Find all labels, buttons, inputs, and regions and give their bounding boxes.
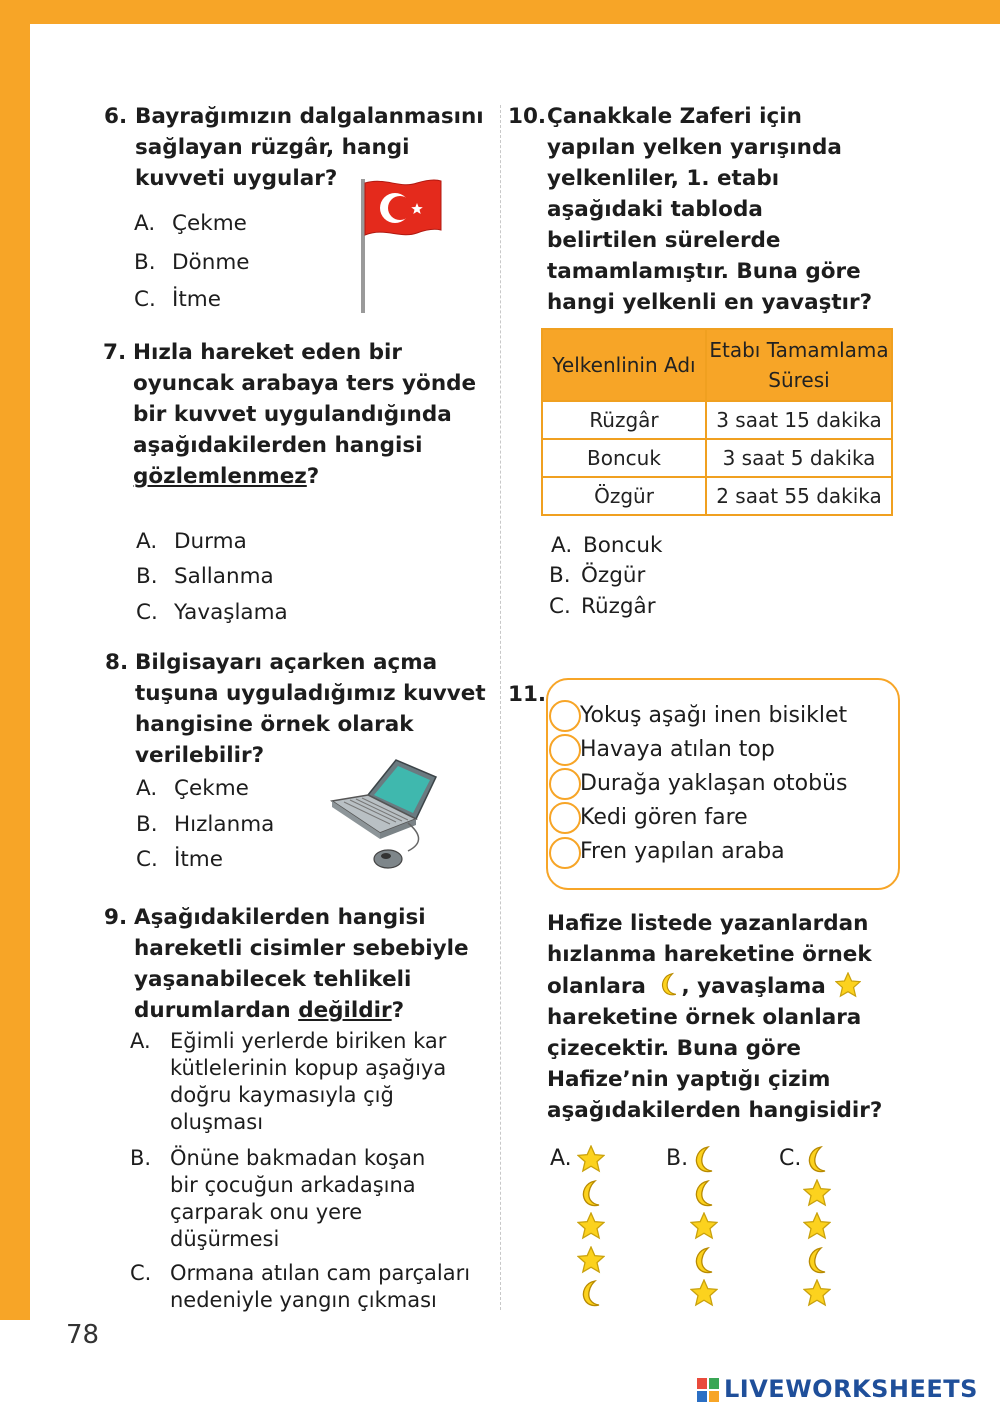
star-icon: [690, 1212, 718, 1240]
q6-option-a[interactable]: A. Çekme: [134, 211, 247, 236]
q7-option-b[interactable]: B. Sallanma: [136, 564, 274, 589]
q10-option-a[interactable]: A. Boncuk: [551, 533, 663, 558]
table-cell: Boncuk: [542, 439, 706, 477]
moon-icon: [690, 1145, 718, 1173]
question-line: Bilgisayarı açarken açma: [135, 650, 438, 675]
q9-option-a[interactable]: A. Eğimli yerlerde biriken kar kütlelerinin kopup aşağıya doğru kaymasıyla çığ oluşması: [130, 1029, 447, 1134]
q9-option-b[interactable]: B. Önüne bakmadan koşan bir çocuğun arkadaşına çarparak onu yere düşürmesi: [130, 1146, 426, 1251]
answer-circle-5[interactable]: [549, 837, 581, 869]
question-line: Hızla hareket eden bir: [133, 340, 403, 365]
moon-icon: [577, 1279, 605, 1307]
star-icon: [835, 972, 861, 998]
question-line: Bayrağımızın dalgalanmasını: [135, 104, 484, 129]
star-icon: [803, 1212, 831, 1240]
left-orange-bar: [0, 0, 30, 1320]
question-line: verilebilir?: [135, 743, 265, 768]
question-line: Aşağıdakilerden hangisi: [134, 905, 426, 930]
question-line: yelkenliler, 1. etabı: [547, 166, 780, 191]
question-number: 8.: [105, 650, 129, 675]
moon-icon: [803, 1145, 831, 1173]
q8-option-b[interactable]: B. Hızlanma: [136, 812, 275, 837]
underlined-word: değildir: [298, 998, 392, 1023]
question-7: [103, 337, 476, 492]
q10-option-b[interactable]: B. Özgür: [549, 563, 646, 588]
q11-instructions: Hafize listede yazanlardan hızlanma hareketine örnek olanlara , yavaşlama hareketine örnek olanlara çizecektir. Buna göre Hafize’nin yaptığı çizim aşağıdakilerden hangisidir?: [547, 911, 883, 1123]
table-cell: 3 saat 5 dakika: [706, 439, 892, 477]
question-number: 7.: [103, 340, 127, 365]
moon-icon: [803, 1246, 831, 1274]
table-header: Etabı Tamamlama Süresi: [706, 329, 892, 401]
table-cell: 3 saat 15 dakika: [706, 401, 892, 439]
q8-option-a[interactable]: A. Çekme: [136, 776, 249, 801]
star-icon: [690, 1279, 718, 1307]
star-icon: [803, 1179, 831, 1207]
question-line: aşağıdaki tabloda: [547, 197, 763, 222]
table-header-row: [542, 329, 892, 401]
question-line: hareketli cisimler sebebiyle: [134, 936, 469, 961]
page-number: 78: [66, 1320, 100, 1350]
question-number: 9.: [104, 905, 128, 930]
question-line: belirtilen sürelerde: [547, 228, 781, 253]
question-8: [105, 647, 486, 771]
list-item: Durağa yaklaşan otobüs: [580, 771, 848, 796]
star-icon: [577, 1246, 605, 1274]
question-9: [104, 902, 469, 1026]
list-item: Havaya atılan top: [580, 737, 775, 762]
table-row: [542, 477, 892, 515]
table-row: [542, 401, 892, 439]
answer-circle-2[interactable]: [549, 734, 581, 766]
turkish-flag-icon: [355, 175, 450, 315]
q7-option-c[interactable]: C. Yavaşlama: [136, 600, 288, 625]
q6-option-b[interactable]: B. Dönme: [134, 250, 250, 275]
table-cell: 2 saat 55 dakika: [706, 477, 892, 515]
column-divider: [500, 105, 501, 1310]
table-cell: Özgür: [542, 477, 706, 515]
list-item: Kedi gören fare: [580, 805, 748, 830]
question-line: oyuncak arabaya ters yönde: [133, 371, 477, 396]
question-line: yaşanabilecek tehlikeli: [134, 967, 412, 992]
question-number: 10.: [508, 104, 547, 129]
moon-icon: [657, 970, 681, 998]
answer-circle-4[interactable]: [549, 802, 581, 834]
moon-icon: [577, 1179, 605, 1207]
table-cell: Rüzgâr: [542, 401, 706, 439]
moon-icon: [690, 1179, 718, 1207]
answer-circle-3[interactable]: [549, 768, 581, 800]
top-orange-bar: [0, 0, 1000, 24]
q7-option-a[interactable]: A. Durma: [136, 529, 247, 554]
question-line: tuşuna uyguladığımız kuvvet: [135, 681, 486, 706]
question-line: kuvveti uygular?: [135, 166, 338, 191]
answer-circle-1[interactable]: [549, 700, 581, 732]
q11-option-b-label[interactable]: B.: [666, 1146, 689, 1171]
question-line: hangi yelkenli en yavaştır?: [547, 290, 873, 315]
table-header: Yelkenlinin Adı: [542, 329, 706, 401]
q11-option-a-label[interactable]: A.: [550, 1146, 572, 1171]
question-line: yapılan yelken yarışında: [547, 135, 842, 160]
q8-option-c[interactable]: C. İtme: [136, 847, 223, 872]
sailboat-table: [541, 328, 893, 516]
question-line: Çanakkale Zaferi için: [547, 104, 802, 129]
underlined-word: gözlemlenmez: [133, 464, 307, 489]
q10-option-c[interactable]: C. Rüzgâr: [549, 594, 656, 619]
question-number: 6.: [104, 104, 128, 129]
question-line: bir kuvvet uygulandığında: [133, 402, 452, 427]
star-icon: [803, 1279, 831, 1307]
q6-option-c[interactable]: C. İtme: [134, 287, 221, 312]
question-number-11: 11.: [508, 682, 547, 707]
moon-icon: [690, 1246, 718, 1274]
question-line: sağlayan rüzgâr, hangi: [135, 135, 410, 160]
q9-option-c[interactable]: C. Ormana atılan cam parçaları nedeniyle yangın çıkması: [130, 1261, 471, 1312]
star-icon: [577, 1145, 605, 1173]
laptop-icon: [328, 755, 443, 875]
question-line: hangisine örnek olarak: [135, 712, 414, 737]
question-line: gözlemlenmez?: [133, 464, 320, 489]
brand-name: LIVEWORKSHEETS: [724, 1375, 978, 1403]
question-line: tamamlamıştır. Buna göre: [547, 259, 861, 284]
list-item: Fren yapılan araba: [580, 839, 785, 864]
liveworksheets-logo-icon: [697, 1378, 719, 1402]
star-icon: [577, 1212, 605, 1240]
question-line: durumlardan değildir?: [134, 998, 405, 1023]
list-item: Yokuş aşağı inen bisiklet: [580, 703, 848, 728]
question-10: [508, 101, 872, 318]
q11-option-c-label[interactable]: C.: [779, 1146, 802, 1171]
question-line: aşağıdakilerden hangisi: [133, 433, 423, 458]
table-row: [542, 439, 892, 477]
